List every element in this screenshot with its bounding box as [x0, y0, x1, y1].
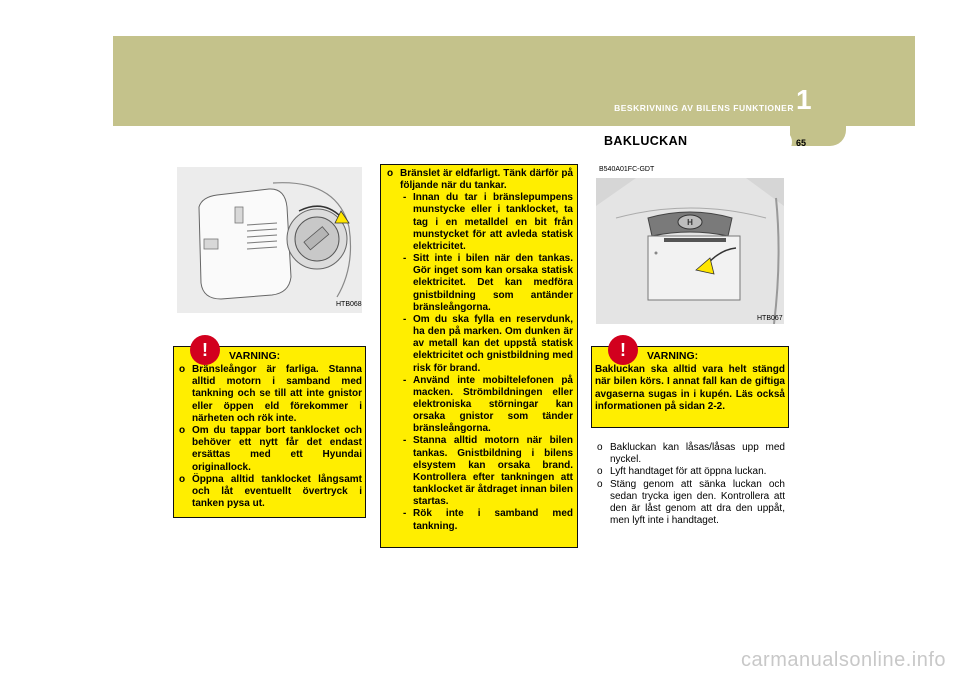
fuel-warning-item: o Öppna alltid tanklocket långsamt och låt eventuellt övertryck i tanken pysa ut.: [179, 474, 362, 511]
fuel-safety-item: - Sitt inte i bilen när den tankas. Gör inget som kan orsaka statisk elektricitet. Det kan medföra gnistbildning som antänder bränsleångorna.: [400, 253, 573, 314]
fuel-warning-list: [179, 364, 362, 510]
tailgate-figure: [596, 178, 784, 324]
tailgate-instruction-item: o Stäng genom att sänka luckan och sedan trycka igen den. Kontrollera att den är låst genom att dra den uppåt, men lyft inte i handtaget.: [597, 479, 785, 528]
fuel-door-figure: [177, 167, 362, 313]
svg-text:H: H: [687, 218, 693, 227]
fuel-door-illustration: [177, 167, 362, 313]
watermark: carmanualsonline.info: [740, 649, 946, 671]
fuel-safety-item: - Innan du tar i bränslepumpens munstycke eller i tanklocket, ta tag i en metalldel en bit från munstycket för att avleda statisk elektricitet.: [400, 192, 573, 253]
fuel-safety-item: - Rök inte i samband med tankning.: [400, 508, 573, 532]
fuel-safety-intro-text: Bränslet är eldfarligt. Tänk därför på följande när du tankar.: [400, 168, 573, 192]
header-band: [113, 36, 915, 126]
chapter-number: 1: [796, 84, 812, 115]
fuel-safety-box: [380, 164, 578, 548]
warning-icon: !: [190, 335, 220, 365]
fuel-safety-sublist: [400, 192, 573, 532]
fuel-warning-box: [173, 340, 366, 518]
fuel-warning-item: o Om du tappar bort tanklocket och behöver ett nytt får det endast ersättas med ett Hyundai originallock.: [179, 425, 362, 474]
tailgate-warning-text: Bakluckan ska alltid vara helt stängd när bilen körs. I annat fall kan de giftiga avgaserna sugas in i kupén. Läs också informationen på sidan 2-2.: [595, 364, 785, 413]
fuel-safety-item: - Använd inte mobiltelefonen på macken. Strömbildningen eller elektroniska störningar kan orsaka gnistor som tänder bränsleångorna.: [400, 375, 573, 436]
page-number: 65: [796, 138, 807, 148]
warning-icon: !: [608, 335, 638, 365]
tailgate-illustration: [596, 178, 784, 324]
warning-title: VARNING:: [647, 350, 699, 362]
chapter-title: BESKRIVNING AV BILENS FUNKTIONER: [614, 103, 794, 113]
fuel-safety-list: [387, 168, 573, 533]
fuel-door-figure-code: HTB068: [336, 301, 362, 308]
tailgate-figure-code: HTB067: [757, 315, 783, 322]
fuel-warning-item: o Bränsleångor är farliga. Stanna alltid motorn i samband med tankning och se till att inte gnistor eller öppen eld förekommer i närheten och rök inte.: [179, 364, 362, 425]
tailgate-instruction-item: o Lyft handtaget för att öppna luckan.: [597, 466, 785, 478]
fuel-safety-item: - Om du ska fylla en reservdunk, ha den på marken. Om dunken är av metall kan det uppstå statisk elektricitet och gnistbildning med risk för brand.: [400, 314, 573, 375]
tailgate-instructions: [597, 442, 785, 527]
tailgate-warning-box: [591, 340, 789, 428]
tailgate-instruction-item: o Bakluckan kan låsas/låsas upp med nyckel.: [597, 442, 785, 466]
reference-code: B540A01FC-GDT: [599, 166, 655, 173]
fuel-safety-item: - Stanna alltid motorn när bilen tankas. Gnistbildning i bilens elsystem kan orsaka brand. Kontrollera efter tankningen att tanklocket är åtdraget innan bilen startas.: [400, 435, 573, 508]
warning-title: VARNING:: [229, 350, 281, 362]
section-title: BAKLUCKAN: [604, 134, 688, 148]
fuel-safety-intro: [387, 168, 573, 533]
